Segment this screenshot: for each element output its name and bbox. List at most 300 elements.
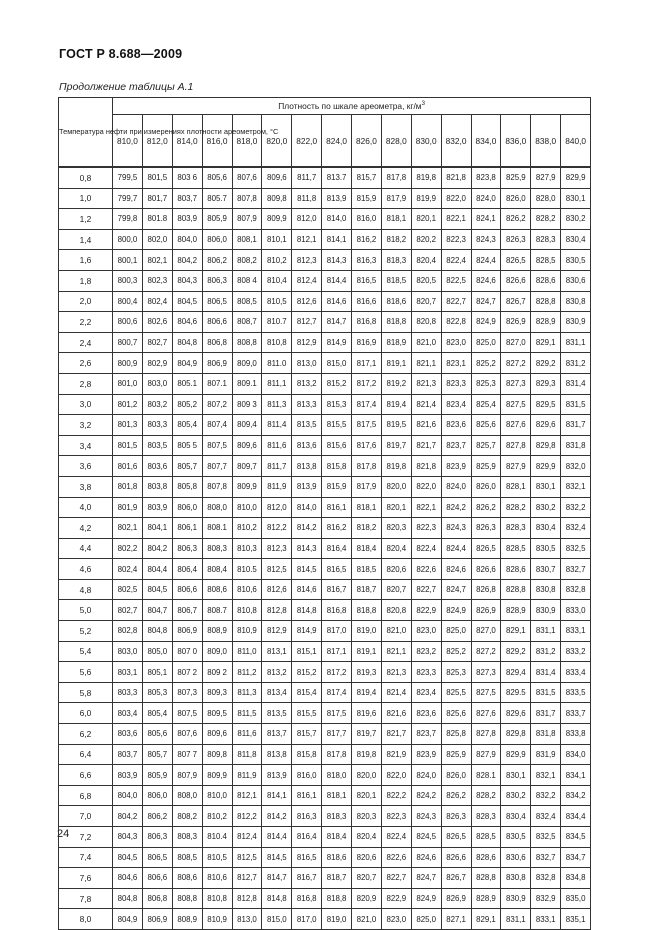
density-value-cell: 804,2: [172, 250, 202, 271]
density-value-cell: 825,6: [471, 415, 501, 436]
density-value-cell: 828,8: [471, 868, 501, 889]
density-value-cell: 806,3: [172, 538, 202, 559]
density-value-cell: 827,8: [501, 435, 531, 456]
table-row: [59, 868, 591, 889]
temperature-cell: 6,4: [59, 744, 113, 765]
density-value-cell: 812,6: [262, 579, 292, 600]
density-value-cell: 826,5: [441, 827, 471, 848]
density-value-cell: 817,0: [322, 621, 352, 642]
density-value-cell: 806,6: [202, 312, 232, 333]
density-value-cell: 802,1: [113, 518, 143, 539]
density-value-cell: 825,0: [441, 621, 471, 642]
table-row: [59, 765, 591, 786]
density-value-cell: 802,7: [142, 332, 172, 353]
density-value-cell: 808,2: [232, 250, 262, 271]
table-row: [59, 538, 591, 559]
density-value-cell: 821,9: [381, 744, 411, 765]
density-value-cell: 828,5: [471, 827, 501, 848]
density-value-cell: 813,5: [262, 703, 292, 724]
density-value-cell: 821,4: [381, 682, 411, 703]
density-value-cell: 823,4: [411, 682, 441, 703]
density-value-cell: 812,9: [292, 332, 322, 353]
table-row: [59, 579, 591, 600]
density-value-cell: 828,8: [531, 291, 561, 312]
density-value-cell: 809,7: [232, 456, 262, 477]
table-row: [59, 373, 591, 394]
density-value-cell: 802,6: [142, 312, 172, 333]
density-value-cell: 818,1: [322, 785, 352, 806]
table-row: [59, 621, 591, 642]
density-column-header: 828,0: [381, 115, 411, 167]
density-value-cell: 832,5: [561, 538, 591, 559]
density-value-cell: 820,4: [381, 538, 411, 559]
density-value-cell: 812,6: [292, 291, 322, 312]
density-value-cell: 817,5: [322, 703, 352, 724]
density-value-cell: 821,4: [411, 394, 441, 415]
density-value-cell: 818,8: [322, 888, 352, 909]
density-value-cell: 808.1: [202, 518, 232, 539]
temperature-cell: 4,2: [59, 518, 113, 539]
density-value-cell: 824,0: [471, 188, 501, 209]
density-value-cell: 821,3: [411, 373, 441, 394]
density-value-cell: 828,9: [471, 888, 501, 909]
density-value-cell: 804,9: [172, 353, 202, 374]
density-value-cell: 820,1: [411, 209, 441, 230]
density-value-cell: 810,6: [232, 579, 262, 600]
density-value-cell: 804,2: [142, 538, 172, 559]
density-value-cell: 813,9: [292, 476, 322, 497]
density-value-cell: 831,1: [561, 332, 591, 353]
density-value-cell: 815,2: [322, 373, 352, 394]
density-value-cell: 826,7: [501, 291, 531, 312]
density-value-cell: 808,1: [232, 229, 262, 250]
density-value-cell: 817,7: [322, 724, 352, 745]
density-value-cell: 834,7: [561, 847, 591, 868]
density-value-cell: 826,9: [441, 888, 471, 909]
density-value-cell: 811,1: [262, 373, 292, 394]
density-value-cell: 831,5: [561, 394, 591, 415]
temperature-cell: 4,8: [59, 579, 113, 600]
density-value-cell: 833,7: [561, 703, 591, 724]
density-value-cell: 814,3: [322, 250, 352, 271]
density-value-cell: 816,9: [352, 332, 382, 353]
density-value-cell: 811.0: [262, 353, 292, 374]
density-value-cell: 818,9: [381, 332, 411, 353]
density-value-cell: 804,0: [172, 229, 202, 250]
density-value-cell: 812,2: [232, 806, 262, 827]
density-value-cell: 808,4: [202, 559, 232, 580]
density-value-cell: 802,0: [142, 229, 172, 250]
density-value-cell: 819,4: [352, 682, 382, 703]
density-value-cell: 827,3: [471, 662, 501, 683]
density-value-cell: 827,2: [501, 353, 531, 374]
density-value-cell: 833,5: [561, 682, 591, 703]
density-value-cell: 807,9: [232, 209, 262, 230]
density-value-cell: 832,9: [531, 888, 561, 909]
density-value-cell: 810,9: [202, 909, 232, 930]
density-value-cell: 800,0: [113, 229, 143, 250]
density-value-cell: 828,8: [501, 579, 531, 600]
density-value-cell: 820,3: [352, 806, 382, 827]
density-value-cell: 817,4: [352, 394, 382, 415]
density-value-cell: 829,9: [531, 456, 561, 477]
density-value-cell: 824,4: [471, 250, 501, 271]
density-value-cell: 804,6: [172, 312, 202, 333]
density-value-cell: 811,6: [232, 724, 262, 745]
density-value-cell: 817,8: [352, 456, 382, 477]
density-value-cell: 834,8: [561, 868, 591, 889]
density-value-cell: 828,2: [531, 209, 561, 230]
density-value-cell: 812,8: [232, 888, 262, 909]
density-value-cell: 830,2: [561, 209, 591, 230]
temperature-cell: 2,2: [59, 312, 113, 333]
density-value-cell: 807,5: [172, 703, 202, 724]
density-value-cell: 808,3: [172, 827, 202, 848]
density-value-cell: 822,3: [441, 229, 471, 250]
density-value-cell: 817,9: [352, 476, 382, 497]
density-value-cell: 823,3: [411, 662, 441, 683]
density-value-cell: 817,2: [352, 373, 382, 394]
density-value-cell: 802,4: [142, 291, 172, 312]
density-value-cell: 818,8: [381, 312, 411, 333]
density-value-cell: 815,1: [292, 641, 322, 662]
density-value-cell: 805,4: [142, 703, 172, 724]
density-value-cell: 829,8: [501, 724, 531, 745]
density-value-cell: 814,4: [262, 827, 292, 848]
table-row: [59, 394, 591, 415]
density-value-cell: 826,3: [501, 229, 531, 250]
density-value-cell: 805,6: [202, 167, 232, 188]
density-column-header: 810,0: [113, 115, 143, 167]
density-value-cell: 807,6: [232, 167, 262, 188]
density-column-header: 838,0: [531, 115, 561, 167]
density-value-cell: 831,5: [531, 682, 561, 703]
density-value-cell: 821,0: [381, 621, 411, 642]
temperature-cell: 6,2: [59, 724, 113, 745]
density-value-cell: 801,9: [113, 497, 143, 518]
density-value-cell: 826,8: [471, 579, 501, 600]
density-value-cell: 805,0: [142, 641, 172, 662]
density-value-cell: 824,0: [441, 476, 471, 497]
density-value-cell: 815,8: [292, 744, 322, 765]
density-value-cell: 828,6: [471, 847, 501, 868]
density-value-cell: 826,6: [441, 847, 471, 868]
density-value-cell: 808,2: [172, 806, 202, 827]
density-value-cell: 818,8: [352, 600, 382, 621]
density-value-cell: 822,1: [441, 209, 471, 230]
density-unit-exponent: 3: [421, 101, 425, 108]
density-value-cell: 835,1: [561, 909, 591, 930]
density-value-cell: 814,9: [322, 332, 352, 353]
density-value-cell: 832,8: [561, 579, 591, 600]
density-value-cell: 824,9: [411, 888, 441, 909]
density-value-cell: 827,5: [501, 394, 531, 415]
density-value-cell: 806,9: [142, 909, 172, 930]
temperature-cell: 3,8: [59, 476, 113, 497]
density-value-cell: 814,1: [322, 229, 352, 250]
density-value-cell: 823,6: [411, 703, 441, 724]
density-value-cell: 822,9: [381, 888, 411, 909]
density-value-cell: 830,8: [561, 291, 591, 312]
density-value-cell: 804,5: [172, 291, 202, 312]
density-value-cell: 817,5: [352, 415, 382, 436]
density-column-header: 840,0: [561, 115, 591, 167]
temperature-cell: 4,6: [59, 559, 113, 580]
density-value-cell: 820,7: [352, 868, 382, 889]
density-value-cell: 808 4: [232, 270, 262, 291]
density-value-cell: 816,2: [352, 229, 382, 250]
density-value-cell: 816,0: [292, 765, 322, 786]
density-value-cell: 821,8: [441, 167, 471, 188]
density-value-cell: 829,2: [501, 641, 531, 662]
density-value-cell: 809,8: [202, 744, 232, 765]
density-value-cell: 826,6: [501, 270, 531, 291]
density-value-cell: 820,8: [411, 312, 441, 333]
density-value-cell: 833,8: [561, 724, 591, 745]
table-row: [59, 312, 591, 333]
density-value-cell: 808,3: [202, 538, 232, 559]
density-value-cell: 800,9: [113, 353, 143, 374]
density-value-cell: 826,7: [441, 868, 471, 889]
density-value-cell: 830,4: [531, 518, 561, 539]
density-value-cell: 822,0: [411, 476, 441, 497]
density-value-cell: 830,6: [561, 270, 591, 291]
density-value-cell: 819,8: [352, 744, 382, 765]
density-value-cell: 806,2: [142, 806, 172, 827]
density-column-header: 836,0: [501, 115, 531, 167]
density-value-cell: 819,7: [352, 724, 382, 745]
density-value-cell: 830,9: [501, 888, 531, 909]
density-value-cell: 821,0: [411, 332, 441, 353]
density-value-cell: 827,8: [471, 724, 501, 745]
table-row: [59, 847, 591, 868]
density-value-cell: 806,0: [142, 785, 172, 806]
density-value-cell: 809 2: [202, 662, 232, 683]
density-value-cell: 810,8: [232, 600, 262, 621]
density-value-cell: 812,1: [292, 229, 322, 250]
density-value-cell: 824,3: [471, 229, 501, 250]
density-value-cell: 811,5: [232, 703, 262, 724]
density-value-cell: 826,0: [471, 476, 501, 497]
density-value-cell: 808,6: [202, 579, 232, 600]
density-value-cell: 823,4: [441, 394, 471, 415]
density-column-header: 832,0: [441, 115, 471, 167]
density-value-cell: 826,9: [471, 600, 501, 621]
density-value-cell: 804,8: [113, 888, 143, 909]
density-value-cell: 808,9: [172, 909, 202, 930]
density-value-cell: 807,6: [172, 724, 202, 745]
temperature-cell: 5,2: [59, 621, 113, 642]
table-row: [59, 703, 591, 724]
density-value-cell: 818,4: [322, 827, 352, 848]
density-value-cell: 809,6: [232, 435, 262, 456]
density-value-cell: 809,4: [232, 415, 262, 436]
density-value-cell: 804,4: [142, 559, 172, 580]
density-value-cell: 815,0: [322, 353, 352, 374]
density-value-cell: 824,6: [411, 847, 441, 868]
density-value-cell: 809.1: [232, 373, 262, 394]
density-value-cell: 832,4: [531, 806, 561, 827]
density-value-cell: 812,0: [262, 497, 292, 518]
density-value-cell: 819,7: [381, 435, 411, 456]
density-value-cell: 832,2: [561, 497, 591, 518]
density-value-cell: 808,8: [172, 888, 202, 909]
density-value-cell: 823,3: [441, 373, 471, 394]
density-value-cell: 813,9: [262, 765, 292, 786]
density-value-cell: 811,0: [232, 641, 262, 662]
density-value-cell: 826,2: [471, 497, 501, 518]
density-value-cell: 820,3: [381, 518, 411, 539]
density-value-cell: 829,9: [501, 744, 531, 765]
density-value-cell: 822,2: [381, 785, 411, 806]
table-row: [59, 497, 591, 518]
density-value-cell: 834,4: [561, 806, 591, 827]
density-value-cell: 805 5: [172, 435, 202, 456]
density-value-cell: 803,3: [113, 682, 143, 703]
density-value-cell: 824,7: [411, 868, 441, 889]
density-column-header: 830,0: [411, 115, 441, 167]
temperature-cell: 8,0: [59, 909, 113, 930]
table-row: [59, 724, 591, 745]
density-value-cell: 799,7: [113, 188, 143, 209]
density-value-cell: 813,9: [322, 188, 352, 209]
table-row: [59, 229, 591, 250]
density-value-cell: 827,0: [471, 621, 501, 642]
density-value-cell: 828,5: [501, 538, 531, 559]
density-value-cell: 816,8: [322, 600, 352, 621]
density-value-cell: 812,5: [232, 847, 262, 868]
density-value-cell: 826,2: [501, 209, 531, 230]
density-value-cell: 828,0: [531, 188, 561, 209]
density-value-cell: 817,1: [352, 353, 382, 374]
density-value-cell: 834,5: [561, 827, 591, 848]
density-value-cell: 805,7: [172, 456, 202, 477]
density-value-cell: 806,8: [142, 888, 172, 909]
density-value-cell: 811,3: [232, 682, 262, 703]
density-value-cell: 807 2: [172, 662, 202, 683]
density-value-cell: 823,9: [411, 744, 441, 765]
density-value-cell: 818,2: [352, 518, 382, 539]
table-row: [59, 291, 591, 312]
density-value-cell: 806,0: [172, 497, 202, 518]
density-value-cell: 807.1: [202, 373, 232, 394]
density-value-cell: 819,5: [381, 415, 411, 436]
density-value-cell: 809,9: [202, 765, 232, 786]
density-value-cell: 818,6: [322, 847, 352, 868]
density-value-cell: 819,3: [352, 662, 382, 683]
table-row: [59, 827, 591, 848]
density-value-cell: 829,2: [531, 353, 561, 374]
density-table: [58, 97, 591, 930]
density-value-cell: 828,2: [501, 497, 531, 518]
density-value-cell: 806,0: [202, 229, 232, 250]
density-value-cell: 832,0: [561, 456, 591, 477]
density-value-cell: 800,7: [113, 332, 143, 353]
density-value-cell: 818,7: [352, 579, 382, 600]
density-column-header: 822,0: [292, 115, 322, 167]
density-value-cell: 815,3: [322, 394, 352, 415]
density-value-cell: 817,0: [292, 909, 322, 930]
density-value-cell: 818,6: [381, 291, 411, 312]
density-value-cell: 829.5: [501, 682, 531, 703]
density-value-cell: 817,2: [322, 662, 352, 683]
density-value-cell: 802,7: [113, 600, 143, 621]
density-value-cell: 812,4: [232, 827, 262, 848]
density-value-cell: 819,6: [352, 703, 382, 724]
density-value-cell: 805,9: [142, 765, 172, 786]
density-value-cell: 822,7: [411, 579, 441, 600]
density-value-cell: 804,1: [142, 518, 172, 539]
density-value-cell: 814,9: [292, 621, 322, 642]
density-value-cell: 823,2: [411, 641, 441, 662]
density-value-cell: 827,2: [471, 641, 501, 662]
density-value-cell: 827,5: [471, 682, 501, 703]
temperature-cell: 7,0: [59, 806, 113, 827]
density-value-cell: 808,9: [202, 621, 232, 642]
density-value-cell: 817,8: [381, 167, 411, 188]
density-value-cell: 832,4: [561, 518, 591, 539]
density-value-cell: 813,3: [292, 394, 322, 415]
temperature-cell: 3,6: [59, 456, 113, 477]
density-value-cell: 831,7: [531, 703, 561, 724]
density-value-cell: 828,3: [471, 806, 501, 827]
temperature-cell: 4,0: [59, 497, 113, 518]
density-value-cell: 809 3: [232, 394, 262, 415]
density-value-cell: 813,0: [232, 909, 262, 930]
density-value-cell: 814,4: [322, 270, 352, 291]
density-value-cell: 803,1: [113, 662, 143, 683]
density-value-cell: 807,9: [172, 765, 202, 786]
temperature-cell: 6,6: [59, 765, 113, 786]
density-value-cell: 809,9: [262, 209, 292, 230]
density-value-cell: 810.4: [202, 827, 232, 848]
density-value-cell: 813,0: [292, 353, 322, 374]
density-value-cell: 803,0: [142, 373, 172, 394]
density-value-cell: 810,0: [202, 785, 232, 806]
density-value-cell: 803,9: [172, 209, 202, 230]
density-value-cell: 830,7: [531, 559, 561, 580]
table-row: [59, 415, 591, 436]
density-value-cell: 825,9: [501, 167, 531, 188]
temperature-cell: 3,2: [59, 415, 113, 436]
density-value-cell: 833,4: [561, 662, 591, 683]
column-header-row: [59, 115, 591, 167]
density-value-cell: 812,5: [262, 559, 292, 580]
density-value-cell: 800,4: [113, 291, 143, 312]
density-value-cell: 827,0: [501, 332, 531, 353]
density-value-cell: 820,8: [381, 600, 411, 621]
density-value-cell: 813,2: [262, 662, 292, 683]
temperature-cell: 5,0: [59, 600, 113, 621]
density-value-cell: 810,8: [262, 332, 292, 353]
density-value-cell: 829,3: [531, 373, 561, 394]
density-value-cell: 824,7: [471, 291, 501, 312]
density-value-cell: 831,4: [531, 662, 561, 683]
density-column-header: 816,0: [202, 115, 232, 167]
density-value-cell: 804,8: [142, 621, 172, 642]
density-value-cell: 815,4: [292, 682, 322, 703]
density-value-cell: 830,9: [531, 600, 561, 621]
density-value-cell: 810,2: [262, 250, 292, 271]
density-value-cell: 822,4: [411, 538, 441, 559]
density-value-cell: 800,3: [113, 270, 143, 291]
density-value-cell: 831,2: [561, 353, 591, 374]
density-value-cell: 809,5: [202, 703, 232, 724]
density-value-cell: 816,7: [292, 868, 322, 889]
density-value-cell: 825,0: [471, 332, 501, 353]
density-value-cell: 819,8: [381, 456, 411, 477]
density-value-cell: 804,7: [142, 600, 172, 621]
